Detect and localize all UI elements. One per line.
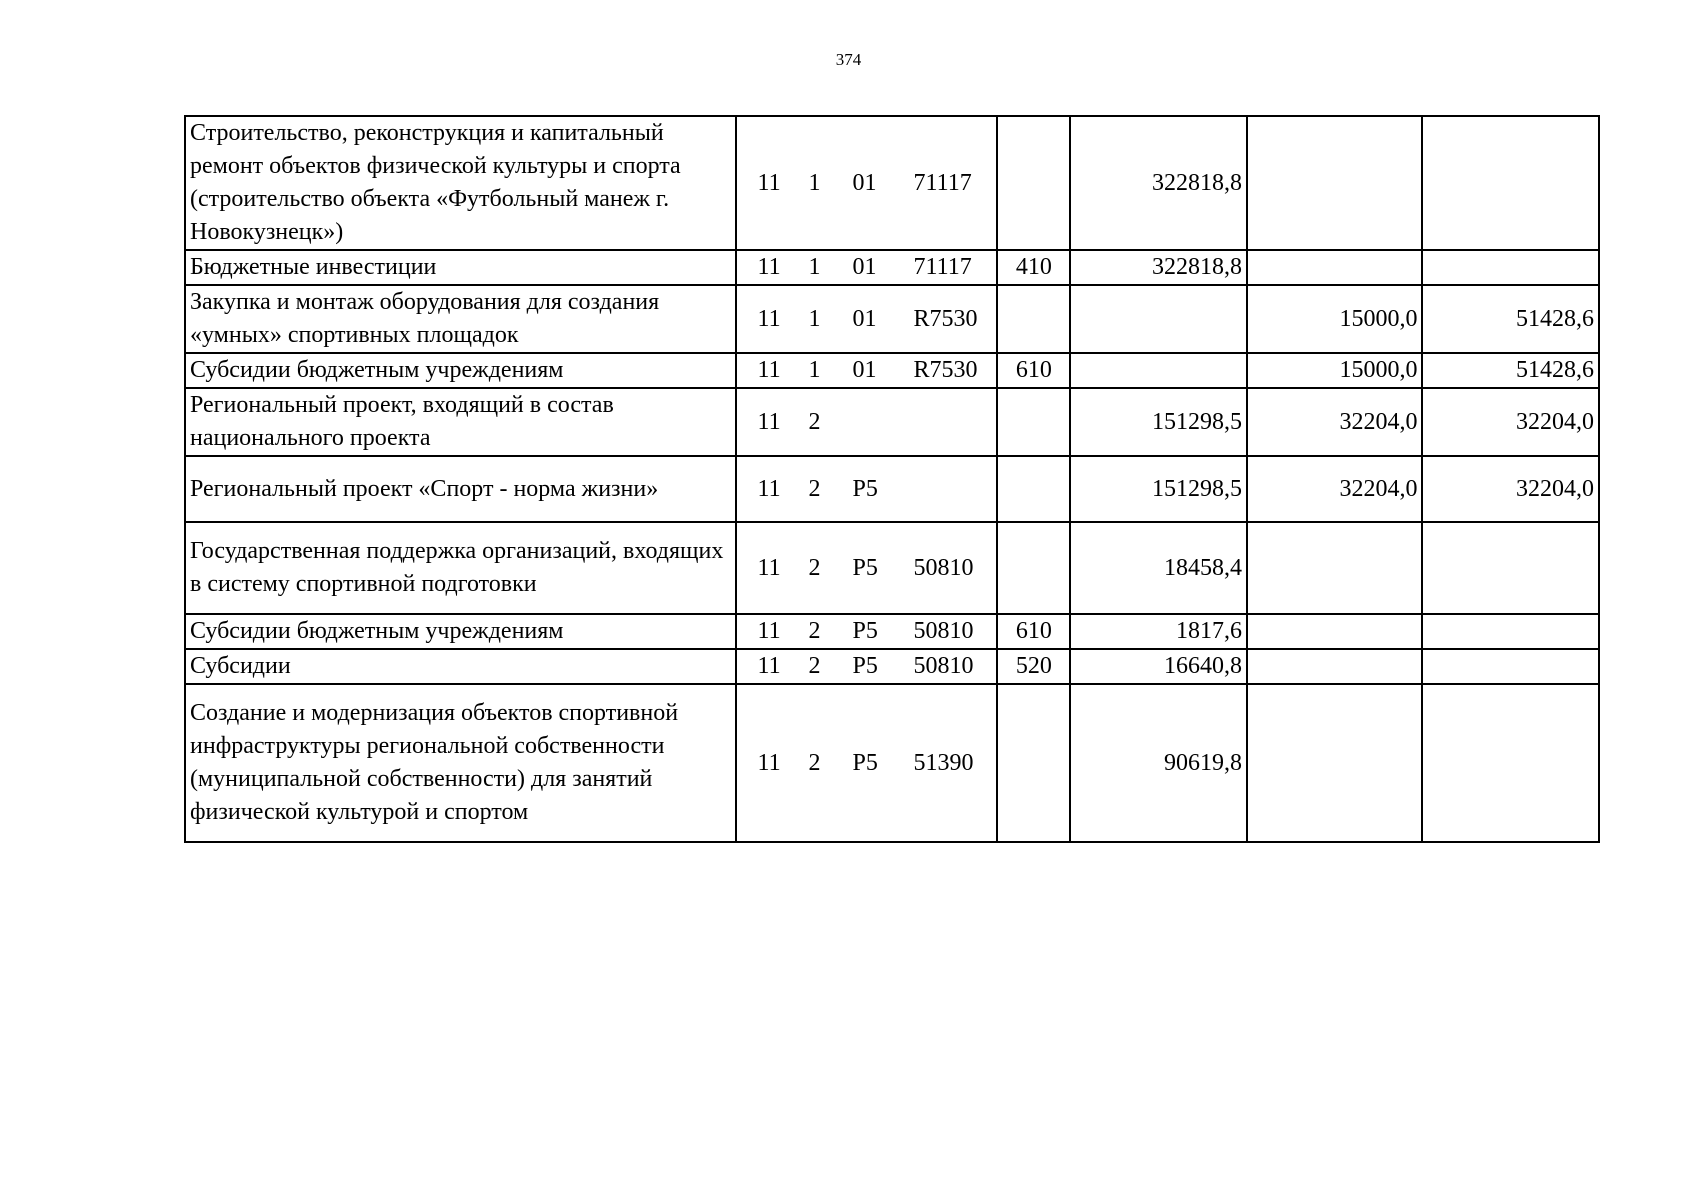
row-codes — [736, 250, 998, 285]
row-sum-year-3 — [1422, 250, 1599, 285]
row-sum-year-3 — [1422, 614, 1599, 649]
row-sum-year-3 — [1422, 649, 1599, 684]
row-sum-year-2 — [1247, 522, 1422, 614]
row-sum-year-1: 18458,4 — [1070, 522, 1246, 614]
code-section: 11 — [757, 554, 781, 581]
row-sum-year-2 — [1247, 116, 1422, 250]
row-name: Субсидии бюджетным учреждениям — [185, 353, 736, 388]
row-codes — [736, 285, 998, 353]
row-sum-year-2: 15000,0 — [1247, 353, 1422, 388]
code-section: 11 — [757, 254, 781, 280]
row-codes — [736, 684, 998, 842]
code-subsection: 1 — [808, 305, 821, 332]
row-sum-year-2: 15000,0 — [1247, 285, 1422, 353]
row-expense-type — [997, 285, 1070, 353]
code-section: 11 — [757, 357, 781, 383]
code-subsection: 2 — [808, 475, 821, 502]
row-sum-year-1: 322818,8 — [1070, 250, 1246, 285]
row-expense-type — [997, 522, 1070, 614]
table-row — [185, 684, 1599, 842]
row-sum-year-2 — [1247, 614, 1422, 649]
code-section: 11 — [757, 408, 781, 435]
table-row — [185, 116, 1599, 250]
code-section: 11 — [757, 653, 781, 679]
table-row — [185, 522, 1599, 614]
code-program: P5 — [852, 618, 878, 644]
code-program: P5 — [852, 554, 878, 581]
code-program: 01 — [852, 357, 877, 383]
code-subsection: 2 — [808, 618, 821, 644]
row-codes — [736, 353, 998, 388]
row-sum-year-1: 151298,5 — [1070, 456, 1246, 522]
row-sum-year-2 — [1247, 684, 1422, 842]
budget-table — [184, 115, 1600, 843]
code-program: P5 — [852, 653, 878, 679]
row-expense-type: 410 — [997, 250, 1070, 285]
row-sum-year-1: 1817,6 — [1070, 614, 1246, 649]
row-codes — [736, 456, 998, 522]
code-direction: 71117 — [913, 254, 972, 280]
code-direction: R7530 — [913, 357, 978, 383]
code-subsection: 2 — [808, 554, 821, 581]
row-expense-type — [997, 388, 1070, 456]
code-direction: R7530 — [913, 305, 978, 332]
row-expense-type: 610 — [997, 614, 1070, 649]
code-program: 01 — [852, 169, 877, 196]
row-name: Субсидии — [185, 649, 736, 684]
code-section: 11 — [757, 169, 781, 196]
row-name: Создание и модернизация объектов спортивной инфраструктуры региональной собственности (муниципальной собственности) для занятий физической культурой и спортом — [185, 684, 736, 842]
row-sum-year-3 — [1422, 522, 1599, 614]
row-codes — [736, 614, 998, 649]
row-sum-year-1 — [1070, 353, 1246, 388]
row-sum-year-3: 32204,0 — [1422, 456, 1599, 522]
table-row — [185, 456, 1599, 522]
row-expense-type — [997, 116, 1070, 250]
table-row — [185, 353, 1599, 388]
code-direction: 50810 — [913, 653, 974, 679]
code-subsection: 2 — [808, 653, 821, 679]
page-number: 374 — [835, 50, 862, 69]
row-sum-year-3 — [1422, 684, 1599, 842]
code-subsection: 1 — [808, 169, 821, 196]
row-expense-type — [997, 684, 1070, 842]
row-sum-year-2: 32204,0 — [1247, 388, 1422, 456]
row-sum-year-3: 51428,6 — [1422, 353, 1599, 388]
code-direction: 50810 — [913, 554, 974, 581]
code-subsection: 2 — [808, 749, 821, 776]
row-name: Строительство, реконструкция и капитальный ремонт объектов физической культуры и спорта (строительство объекта «Футбольный манеж г. Новокузнецк») — [185, 116, 736, 250]
table-row — [185, 614, 1599, 649]
row-sum-year-3 — [1422, 116, 1599, 250]
table-row — [185, 285, 1599, 353]
row-name: Региональный проект, входящий в состав национального проекта — [185, 388, 736, 456]
row-sum-year-1: 322818,8 — [1070, 116, 1246, 250]
row-expense-type: 610 — [997, 353, 1070, 388]
row-sum-year-3: 51428,6 — [1422, 285, 1599, 353]
code-direction: 71117 — [913, 169, 972, 196]
code-section: 11 — [757, 475, 781, 502]
table-row — [185, 250, 1599, 285]
row-name: Закупка и монтаж оборудования для создания «умных» спортивных площадок — [185, 285, 736, 353]
row-sum-year-1 — [1070, 285, 1246, 353]
code-section: 11 — [757, 305, 781, 332]
budget-table-body — [185, 116, 1599, 842]
code-section: 11 — [757, 749, 781, 776]
code-subsection: 1 — [808, 357, 821, 383]
row-expense-type: 520 — [997, 649, 1070, 684]
code-direction: 51390 — [913, 749, 974, 776]
row-sum-year-1: 16640,8 — [1070, 649, 1246, 684]
code-section: 11 — [757, 618, 781, 644]
code-subsection: 2 — [808, 408, 821, 435]
code-direction: 50810 — [913, 618, 974, 644]
row-sum-year-2 — [1247, 250, 1422, 285]
table-row — [185, 649, 1599, 684]
code-program: P5 — [852, 749, 878, 776]
code-program: 01 — [852, 305, 877, 332]
code-program: P5 — [852, 475, 878, 502]
row-sum-year-3: 32204,0 — [1422, 388, 1599, 456]
row-name: Бюджетные инвестиции — [185, 250, 736, 285]
row-sum-year-1: 90619,8 — [1070, 684, 1246, 842]
row-sum-year-2 — [1247, 649, 1422, 684]
row-sum-year-1: 151298,5 — [1070, 388, 1246, 456]
row-name: Государственная поддержка организаций, входящих в систему спортивной подготовки — [185, 522, 736, 614]
row-codes — [736, 388, 998, 456]
table-row — [185, 388, 1599, 456]
code-program: 01 — [852, 254, 877, 280]
row-codes — [736, 116, 998, 250]
row-codes — [736, 522, 998, 614]
row-name: Региональный проект «Спорт - норма жизни» — [185, 456, 736, 522]
row-name: Субсидии бюджетным учреждениям — [185, 614, 736, 649]
row-expense-type — [997, 456, 1070, 522]
row-codes — [736, 649, 998, 684]
code-subsection: 1 — [808, 254, 821, 280]
row-sum-year-2: 32204,0 — [1247, 456, 1422, 522]
